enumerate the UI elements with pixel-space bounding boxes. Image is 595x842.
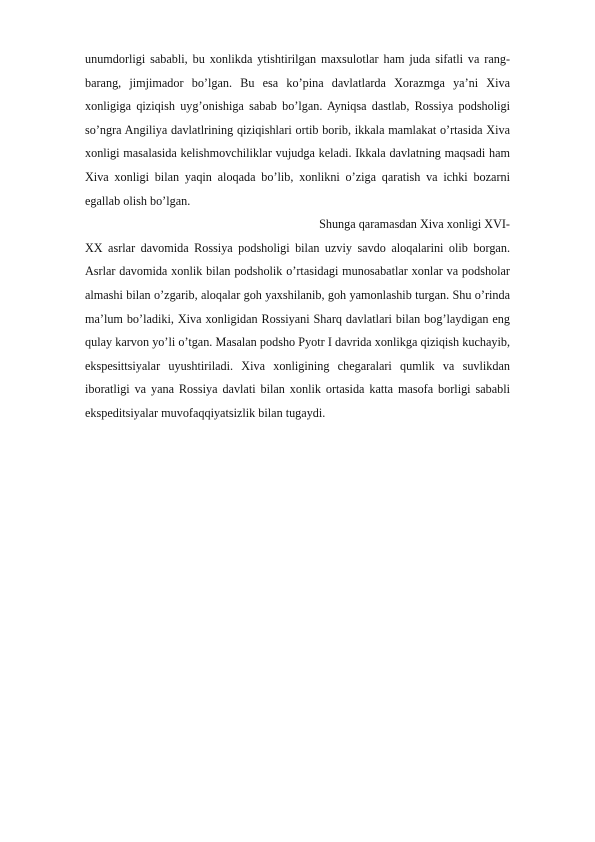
paragraph-2-first-line: Shunga qaramasdan Xiva xonligi XVI- bbox=[319, 217, 510, 232]
paragraph-2-body: XX asrlar davomida Rossiya podsholigi bilan uzviy savdo aloqalarini olib borgan. Asrlar davomida xonlik bilan podsholik o’rtasidagi munosabatlar xonlar va podsholar almashi bilan o’zgarib, aloqalar goh yaxshilanib, goh yamonlashib turgan. Shu o’rinda ma’lum bo’ladiki, Xiva xonligidan Rossiyani Sharq davlatlari bilan bog’laydigan eng qulay karvon yo’li o’tgan. Masalan podsho Pyotr I davrida xonlikga qiziqish kuchayib, ekspesittsiyalar uyushtiriladi. Xiva xonligining chegaralari qumlik va suvlikdan iboratligi va yana Rossiya davlati bilan xonlik ortasida katta masofa borligi sababli ekspeditsiyalar muvofaqqiyatsizlik bilan tugaydi. bbox=[85, 240, 510, 420]
paragraph-1: unumdorligi sababli, bu xonlikda ytishtirilgan maxsulotlar ham juda sifatli va rang-barang, jimjimador bo’lgan. Bu esa ko’pina davlatlarda Xorazmga ya’ni Xiva xonligiga qiziqish uyg’onishiga sabab bo’lgan. Ayniqsa dastlab, Rossiya podsholigi so’ngra Angiliya davlatlrining qiziqishlari ortib borib, ikkala mamlakat o’rtasida Xiva xonligi masalasida kelishmovchiliklar vujudga keladi. Ikkala davlatning maqsadi ham Xiva xonligi bilan yaqin aloqada bo’lib, xonlikni o’ziga qaratish va ichki bozarni egallab olish bo’lgan. bbox=[85, 52, 510, 208]
document-body bbox=[85, 48, 510, 426]
